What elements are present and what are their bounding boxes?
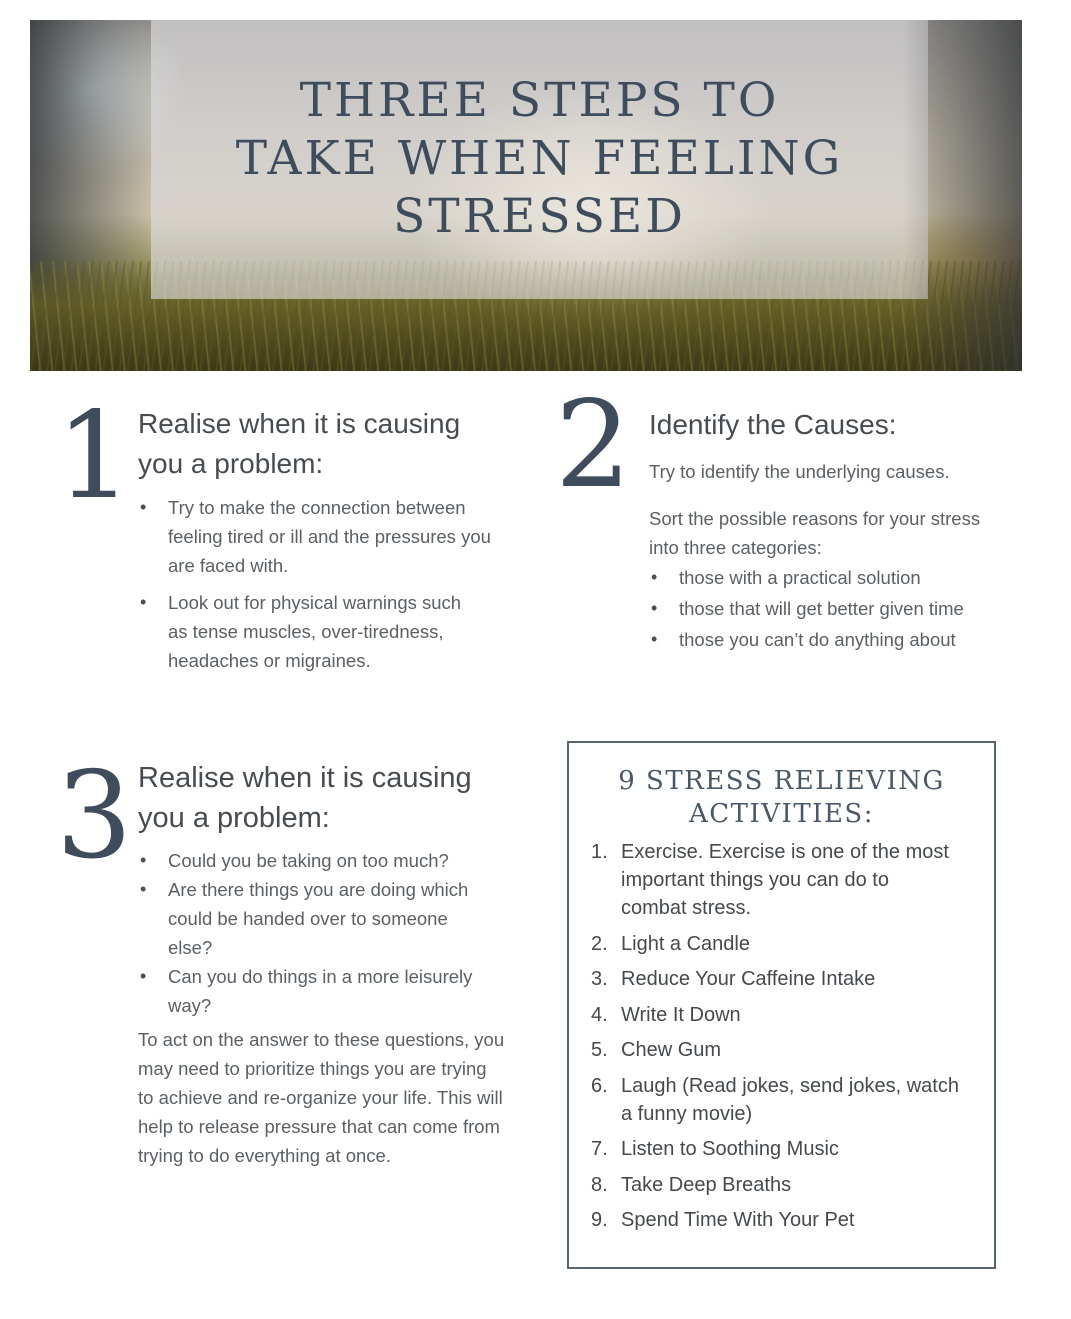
list-item: 8. Take Deep Breaths: [591, 1173, 792, 1196]
step-2-intro: Try to identify the underlying causes.: [649, 461, 950, 482]
list-item: 1. Exercise. Exercise is one of the most important things you can do to combat stress.: [591, 841, 949, 919]
hero-banner: [30, 20, 1022, 371]
step-3-heading: Realise when it is causing you a problem:: [138, 762, 472, 834]
list-item: 2. Light a Candle: [591, 932, 750, 955]
list-item: • Try to make the connection between feeling tired or ill and the pressures you are faced with.: [138, 493, 538, 580]
list-item: • Could you be taking on too much?: [138, 846, 538, 875]
list-item: • those you can’t do anything about: [649, 624, 1049, 655]
list-item: • Look out for physical warnings such as tense muscles, over-tiredness, headaches or migraines.: [138, 588, 538, 675]
step-3-number: 3: [56, 747, 133, 886]
step-2-heading: Identify the Causes:: [649, 409, 897, 440]
step-2-bullets: [649, 562, 1049, 655]
step-3-bullets: [138, 846, 538, 1020]
step-1-number: 1: [56, 387, 133, 526]
list-item: 5. Chew Gum: [591, 1039, 722, 1061]
list-item: • Can you do things in a more leisurely way?: [138, 962, 538, 1020]
activities-title: 9 STRESS RELIEVING ACTIVITIES:: [618, 766, 945, 829]
list-item: 4. Write It Down: [591, 1003, 741, 1026]
step-1-heading: Realise when it is causing you a problem:: [138, 408, 461, 479]
list-item: 9. Spend Time With Your Pet: [591, 1209, 855, 1231]
title-line: THREE STEPS TO: [299, 73, 780, 128]
step-2-number: 2: [555, 376, 632, 515]
step-1-bullets: [138, 493, 538, 675]
list-item: • Are there things you are doing which could be handed over to someone else?: [138, 875, 538, 962]
list-item: 7. Listen to Soothing Music: [591, 1138, 839, 1160]
list-item: 6. Laugh (Read jokes, send jokes, watch a funny movie): [591, 1074, 959, 1125]
title-panel: [151, 20, 928, 299]
list-item: 3. Reduce Your Caffeine Intake: [591, 968, 876, 990]
activities-box: [567, 741, 996, 1269]
title-line: TAKE WHEN FEELING: [235, 131, 844, 186]
title-line: STRESSED: [393, 189, 686, 244]
list-item: • those with a practical solution: [649, 562, 1049, 593]
page-title: [151, 72, 928, 246]
step-2-sort-text: Sort the possible reasons for your stress into three categories:: [649, 508, 981, 558]
list-item: • those that will get better given time: [649, 593, 1049, 624]
step-3-paragraph: To act on the answer to these questions, you may need to prioritize things you are trying to achieve and re-organize your life. This will help to release pressure that can come from trying to do everything at once.: [138, 1029, 505, 1166]
activities-list: [591, 838, 981, 1242]
